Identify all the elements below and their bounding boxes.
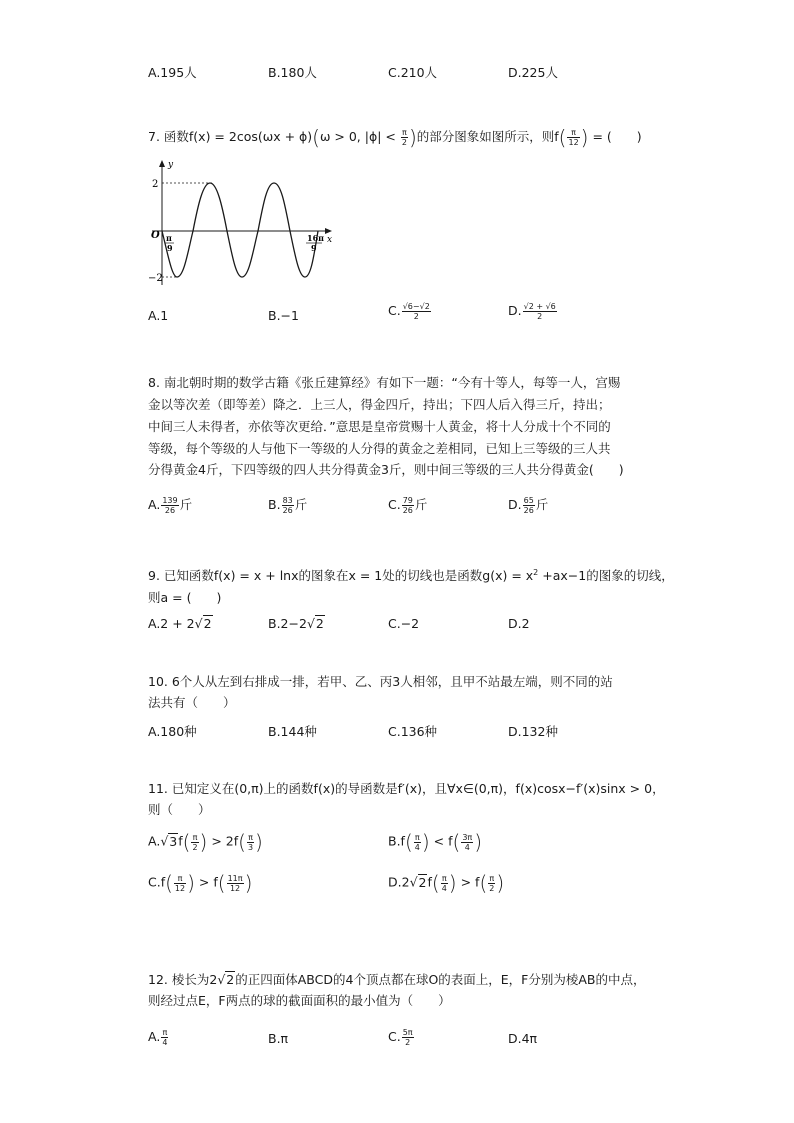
- q6-option-b: B.180人: [268, 65, 317, 80]
- q6-option-a: A.195人: [148, 65, 197, 80]
- q12-option-c: C. $\frac{5\pi}{2}$: [388, 1028, 413, 1047]
- q10-option-d: D.132种: [508, 724, 558, 739]
- cosine-graph: [132, 155, 337, 290]
- x-axis-label: x: [327, 235, 333, 245]
- q12-option-b: B.π: [268, 1031, 289, 1046]
- x-left-den: 9: [167, 243, 173, 253]
- x-right-num: 16π: [307, 233, 324, 243]
- q7-stem: 7. 函数f(x) = 2cos(ωx + ϕ)(ω > 0, |ϕ| < $\frac{\pi}{2}$ )的部分图象如图所示，则f( $\frac{\pi}{12}$ ) = ( ): [148, 125, 642, 150]
- y-axis-arrow: [159, 160, 165, 167]
- q7-option-d: D. $\frac{√2 + √6}{2}$: [508, 302, 556, 321]
- q8-line-1: 8. 南北朝时期的数学古籍《张丘建算经》有如下一题：“今有十等人，每等一人，宫赐: [148, 375, 621, 390]
- q8-line-2: 金以等次差（即等差）降之．上三人，得金四斤，持出；下四人后入得三斤，持出；: [148, 397, 611, 412]
- q6-option-c: C.210人: [388, 65, 438, 80]
- q11-option-d: D.2√2f( $\frac{\pi}{4}$ ) > f( $\frac{\pi}{2}$ ): [388, 871, 505, 895]
- q8-line-5: 分得黄金4斤，下四等级的四人共分得黄金3斤，则中间三等级的三人共分得黄金( ): [148, 462, 624, 477]
- q12-line-1: 12. 棱长为2√2的正四面体ABCD的4个顶点都在球O的表面上，E，F分别为棱AB的中点，: [148, 972, 646, 987]
- q9-option-c: C.−2: [388, 616, 420, 631]
- q8-option-a: A. $\frac{139}{26}$ 斤: [148, 496, 193, 515]
- q8-line-3: 中间三人未得者，亦依等次更给．”意思是皇帝赏赐十人黄金，将十人分成十个不同的: [148, 419, 611, 434]
- q8-option-d: D. $\frac{65}{26}$ 斤: [508, 496, 549, 515]
- q7-option-a: A.1: [148, 308, 169, 323]
- q9-option-a: A.2 + 2√2: [148, 616, 212, 631]
- q11-line-2: 则（ ）: [148, 802, 211, 817]
- q10-option-b: B.144种: [268, 724, 317, 739]
- y-min-label: −2: [148, 273, 163, 284]
- y-axis-label: y: [168, 160, 174, 170]
- origin-label: O: [151, 230, 160, 241]
- q11-option-b: B.f( $\frac{\pi}{4}$ ) < f( $\frac{3\pi}{4}$ ): [388, 830, 483, 854]
- y-max-label: 2: [152, 179, 159, 190]
- q9-line-2: 则a = ( ): [148, 590, 222, 605]
- q9-option-b: B.2−2√2: [268, 616, 324, 631]
- q8-option-b: B. $\frac{83}{26}$ 斤: [268, 496, 308, 515]
- q7-option-c: C. $\frac{√6-√2}{2}$: [388, 302, 430, 321]
- q11-option-c: C.f( $\frac{\pi}{12}$ ) > f( $\frac{11\pi}{12}$ ): [148, 871, 253, 895]
- q11-line-1: 11. 已知定义在(0,π)上的函数f(x)的导函数是f′(x)，且∀x∈(0,π)，f(x)cosx−f′(x)sinx > 0，: [148, 781, 665, 796]
- q9-line-1: 9. 已知函数f(x) = x + lnx的图象在x = 1处的切线也是函数$g(x) = x^2 +ax-1$的图象的切线，: [148, 567, 674, 583]
- cosine-curve: [162, 183, 318, 277]
- q12-option-a: A. $\frac{\pi}{4}$: [148, 1028, 168, 1047]
- q12-option-d: D.4π: [508, 1031, 538, 1046]
- q9-option-d: D.2: [508, 616, 530, 631]
- q10-option-c: C.136种: [388, 724, 438, 739]
- q10-line-2: 法共有（ ）: [148, 695, 236, 710]
- q10-option-a: A.180种: [148, 724, 197, 739]
- q11-option-a: A.√3f( $\frac{\pi}{2}$ ) > 2f( $\frac{\pi}{3}$ ): [148, 830, 263, 854]
- x-axis-arrow: [325, 228, 332, 234]
- q8-option-c: C. $\frac{79}{26}$ 斤: [388, 496, 428, 515]
- x-left-num: π: [166, 233, 172, 243]
- x-right-den: 9: [311, 243, 317, 253]
- q10-line-1: 10. 6个人从左到右排成一排，若甲、乙、丙3人相邻，且甲不站最左端，则不同的站: [148, 674, 613, 689]
- q6-option-d: D.225人: [508, 65, 558, 80]
- q12-line-2: 则经过点E，F两点的球的截面面积的最小值为（ ）: [148, 993, 451, 1008]
- q7-option-b: B.−1: [268, 308, 299, 323]
- q8-line-4: 等级，每个等级的人与他下一等级的人分得的黄金之差相同，已知上三等级的三人共: [148, 441, 611, 456]
